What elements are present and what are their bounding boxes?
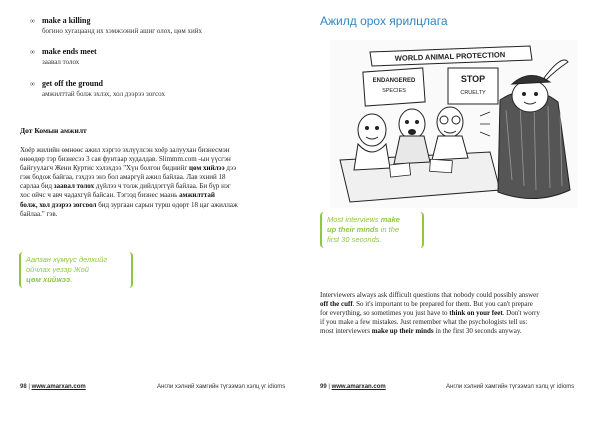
text-line <box>320 318 540 327</box>
text-run: first 30 seconds. <box>327 235 382 244</box>
text-run: бид зургаан сарын турш өдөрт 18 цаг ажиллаж <box>96 200 238 209</box>
text-run: for everything, so sometimes you just have to <box>320 309 450 318</box>
text-line <box>20 201 238 210</box>
text-line <box>20 210 238 219</box>
bullet-icon: ∞ <box>30 17 35 25</box>
cartoon-illustration <box>330 40 578 208</box>
text-line <box>320 300 540 309</box>
bullet-icon: ∞ <box>30 80 35 88</box>
text-run: . So it's important to be prepared for them. But you can't prepare <box>352 300 533 309</box>
bullet-icon: ∞ <box>30 48 35 56</box>
text-line <box>20 155 238 164</box>
text-line <box>320 309 540 318</box>
text-line <box>320 291 540 300</box>
idiom-highlight: цөм хийжээ <box>26 275 71 284</box>
poster-left-line1: ENDANGERED <box>372 78 416 84</box>
section-title: Дот Комын амжилт <box>20 126 87 135</box>
book-title: Англи хэлний хамгийн түгээмэл хэлц үг idioms <box>446 384 575 390</box>
idiom-definition: заавал толох <box>42 58 80 66</box>
text-run: гэж бодож байгаа, гэхдээ энэ бол амаргүй ажил байлаа. Лав эхний 18 <box>20 173 226 182</box>
book-title: Англи хэлний хамгийн түгээмэл хэлц үг idioms <box>157 384 286 390</box>
text-line <box>26 255 126 265</box>
footer-separator: | <box>26 384 32 390</box>
poster-left-line2: SPECIES <box>382 88 406 94</box>
text-line <box>327 235 417 245</box>
text-run: байгуулагч Жени Куртис хэлэхдээ "Хүн болгон биднийг <box>20 164 189 173</box>
idiom-highlight: make up their minds <box>371 327 434 336</box>
idiom-highlight: цөм хийлээ <box>189 164 225 173</box>
text-line <box>20 164 238 173</box>
idiom-highlight: think on your feet <box>449 309 503 318</box>
callout-box <box>320 212 424 248</box>
text-line <box>26 265 126 275</box>
text-run: өнөөдөр тэр бизнесээ 3 сая фунтаар худалдав. Slimmm.com -ын үүсгэн <box>20 155 231 164</box>
chapter-title: Ажилд орох ярилцлага <box>320 14 448 28</box>
text-line <box>20 146 238 155</box>
text-run: most interviewers <box>320 327 372 336</box>
site-link[interactable]: www.amarxan.com <box>331 384 386 390</box>
text-run: . <box>70 275 73 284</box>
site-link[interactable]: www.amarxan.com <box>31 384 86 390</box>
text-run: Хоёр жилийн өмнөөс ажил хэргээ эхлүүлсэн хоёр залуухан бизнесмэн <box>20 146 230 154</box>
text-run: сарлаа бид <box>20 182 54 191</box>
text-run: Аапзан хүмүүс делхийг <box>26 255 108 264</box>
idiom-highlight: off the cuff <box>320 300 353 309</box>
text-line <box>20 191 238 200</box>
text-line <box>320 327 540 336</box>
text-run: in the <box>378 225 400 234</box>
text-line <box>20 173 238 182</box>
text-run: . Don't worry <box>502 309 540 318</box>
idiom-term: get off the ground <box>42 79 103 88</box>
idiom-highlight: амжилттай <box>179 191 215 200</box>
text-run: if you make a few mistakes. Just remember what the psychologists tell us: <box>320 318 528 327</box>
text-run: хос ойчс ч авч чадахгүй байсан. Тэгээд бизнес маань <box>20 191 180 200</box>
idiom-highlight: up their minds <box>327 225 379 234</box>
text-run: Interviewers always ask difficult questions that nobody could possibly answer <box>320 291 539 299</box>
text-run: дээ <box>224 164 237 173</box>
banner-text: WORLD ANIMAL PROTECTION <box>394 50 506 63</box>
text-run: Most interviews <box>327 215 381 224</box>
idiom-term: make a killing <box>42 16 91 25</box>
cartoon-drawing <box>330 40 578 208</box>
text-run: in the first 30 seconds anyway. <box>433 327 522 336</box>
idiom-definition: богино хугацаанд их хэмжээний ашиг олох, цөм хийх <box>42 27 203 35</box>
idiom-highlight: make <box>380 215 400 224</box>
text-run: байлаа." гэв. <box>20 209 58 218</box>
text-run: ойчлах үезэр Жой <box>26 265 89 274</box>
poster-right-line2: CRUELTY <box>460 90 486 96</box>
article-paragraph <box>320 291 540 336</box>
footer-separator: | <box>326 384 332 390</box>
page-footer <box>320 384 575 390</box>
text-line <box>26 275 126 285</box>
text-line <box>327 225 417 235</box>
article-paragraph <box>20 146 238 219</box>
text-line <box>20 182 238 191</box>
idiom-term: make ends meet <box>42 47 97 56</box>
text-line <box>327 215 417 225</box>
poster-right-line1: STOP <box>460 74 486 84</box>
idiom-highlight: заавал толох <box>53 182 95 191</box>
idiom-definition: амжилттай болж эхлэх, хол дээрээ зогсох <box>42 90 166 98</box>
callout-box <box>19 252 133 288</box>
idiom-highlight: болж, хол дээрээ зогсоол <box>20 200 97 209</box>
page-footer <box>20 384 286 390</box>
text-run: дүйлээ ч толж дийлдэггүй байлаа. Би бүр нэг <box>94 182 231 191</box>
right-page <box>300 0 600 423</box>
page-number: 99 <box>320 384 327 390</box>
page-number: 98 <box>20 384 27 390</box>
